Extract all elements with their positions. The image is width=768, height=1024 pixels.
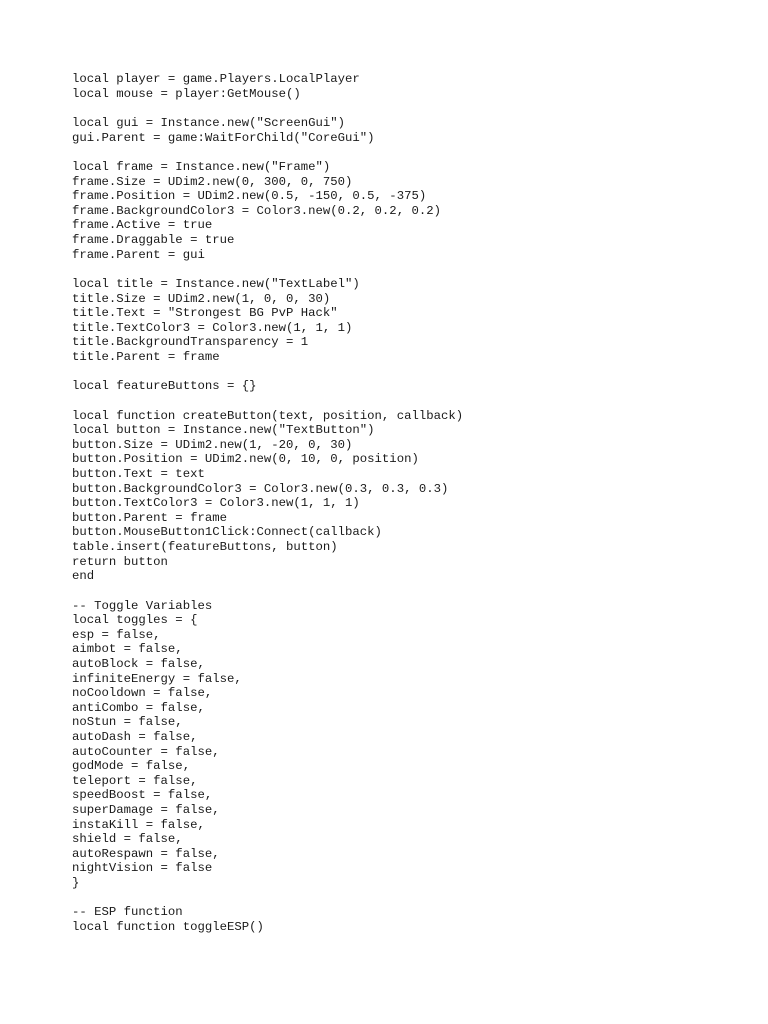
code-block — [72, 160, 712, 262]
code-line: button.Parent = frame — [72, 510, 227, 525]
code-block — [72, 116, 712, 145]
code-line: local mouse = player:GetMouse() — [72, 86, 301, 101]
code-line: autoDash = false, — [72, 729, 198, 744]
code-line: noStun = false, — [72, 715, 183, 730]
code-line: button.Size = UDim2.new(1, -20, 0, 30) — [72, 437, 353, 452]
code-line: end — [72, 569, 95, 584]
code-line: local player = game.Players.LocalPlayer — [72, 72, 360, 86]
code-line: return button — [72, 554, 168, 569]
code-line: local frame = Instance.new("Frame") — [72, 159, 331, 174]
code-line: -- Toggle Variables — [72, 598, 213, 613]
code-line: frame.Parent = gui — [72, 247, 205, 262]
code-line: table.insert(featureButtons, button) — [72, 540, 338, 555]
code-block — [72, 905, 712, 934]
code-line: esp = false, — [72, 627, 161, 642]
code-line: instaKill = false, — [72, 817, 205, 832]
code-line: gui.Parent = game:WaitForChild("CoreGui") — [72, 130, 375, 145]
code-line: autoBlock = false, — [72, 656, 205, 671]
code-listing — [72, 72, 712, 949]
code-line: antiCombo = false, — [72, 700, 205, 715]
code-line: button.TextColor3 = Color3.new(1, 1, 1) — [72, 496, 360, 511]
code-line: title.Text = "Strongest BG PvP Hack" — [72, 306, 338, 321]
code-line: infiniteEnergy = false, — [72, 671, 242, 686]
code-line: -- ESP function — [72, 905, 183, 920]
code-line: local function createButton(text, position, callback) — [72, 408, 464, 423]
code-line: autoRespawn = false, — [72, 846, 220, 861]
code-line: superDamage = false, — [72, 802, 220, 817]
code-line: local featureButtons = {} — [72, 379, 257, 394]
code-line: local button = Instance.new("TextButton") — [72, 423, 375, 438]
code-line: button.Text = text — [72, 467, 205, 482]
code-line: frame.Draggable = true — [72, 232, 235, 247]
code-line: button.MouseButton1Click:Connect(callback) — [72, 525, 382, 540]
code-block — [72, 599, 712, 891]
code-line: frame.Size = UDim2.new(0, 300, 0, 750) — [72, 174, 353, 189]
code-line: teleport = false, — [72, 773, 198, 788]
code-line: frame.Active = true — [72, 218, 213, 233]
code-line: noCooldown = false, — [72, 686, 213, 701]
code-line: local function toggleESP() — [72, 919, 264, 934]
code-line: aimbot = false, — [72, 642, 183, 657]
code-line: speedBoost = false, — [72, 788, 213, 803]
code-line: frame.BackgroundColor3 = Color3.new(0.2, 0.2, 0.2) — [72, 203, 441, 218]
code-line: button.BackgroundColor3 = Color3.new(0.3, 0.3, 0.3) — [72, 481, 449, 496]
code-line: shield = false, — [72, 832, 183, 847]
code-line: local toggles = { — [72, 613, 198, 628]
code-line: godMode = false, — [72, 759, 191, 774]
code-line: title.Size = UDim2.new(1, 0, 0, 30) — [72, 291, 331, 306]
code-line: local title = Instance.new("TextLabel") — [72, 276, 360, 291]
code-block — [72, 72, 712, 101]
code-line: nightVision = false — [72, 861, 213, 876]
code-line: frame.Position = UDim2.new(0.5, -150, 0.5, -375) — [72, 189, 427, 204]
code-line: title.BackgroundTransparency = 1 — [72, 335, 309, 350]
code-block — [72, 379, 712, 394]
code-line: title.Parent = frame — [72, 349, 220, 364]
code-block — [72, 409, 712, 584]
code-line: } — [72, 875, 80, 890]
code-line: title.TextColor3 = Color3.new(1, 1, 1) — [72, 320, 353, 335]
code-line: autoCounter = false, — [72, 744, 220, 759]
code-block — [72, 277, 712, 365]
code-line: local gui = Instance.new("ScreenGui") — [72, 115, 346, 130]
code-line: button.Position = UDim2.new(0, 10, 0, position) — [72, 452, 419, 467]
